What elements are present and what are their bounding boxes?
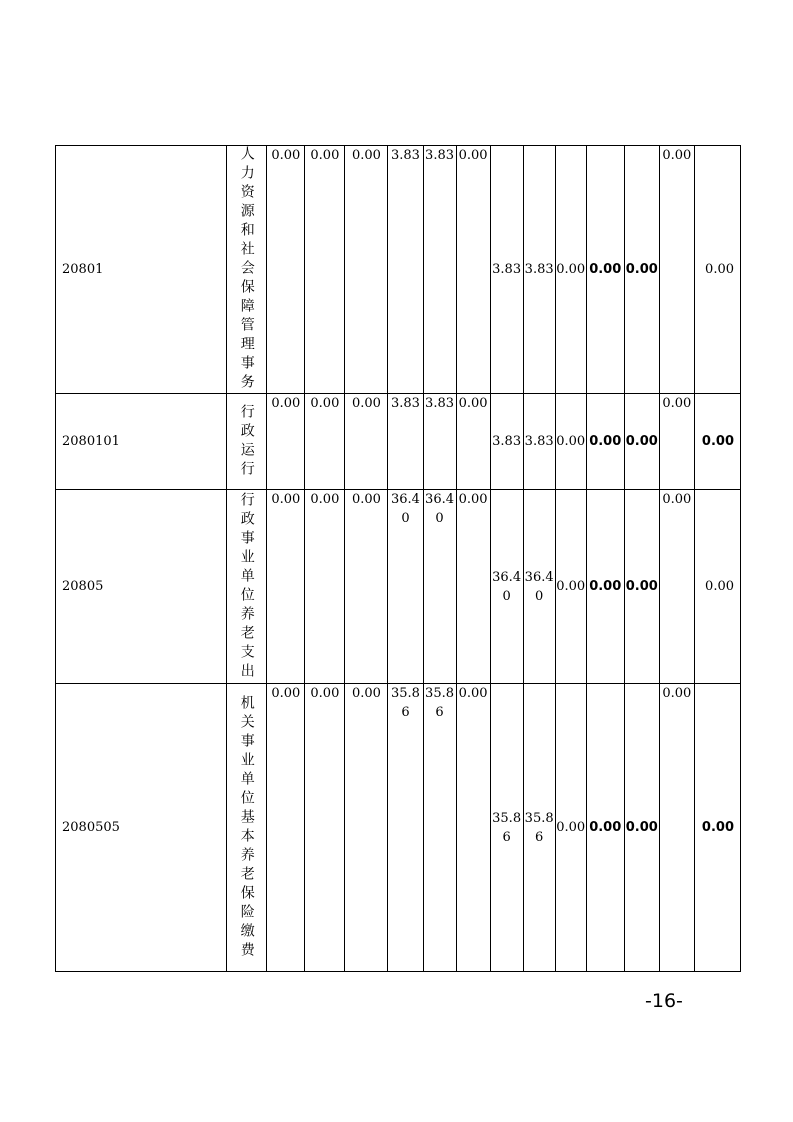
value-cell-c3: 0.00 bbox=[345, 684, 388, 972]
row-code: 2080505 bbox=[56, 684, 227, 972]
value-cell-c12: 0.00 bbox=[659, 490, 694, 684]
row-code: 20805 bbox=[56, 490, 227, 684]
page-number: -16- bbox=[645, 990, 683, 1012]
table-row bbox=[56, 146, 741, 394]
value-cell-c3: 0.00 bbox=[345, 146, 388, 394]
value-cell-c2: 0.00 bbox=[305, 146, 345, 394]
value-cell-c13: 0.00 bbox=[694, 394, 740, 490]
value-cell-c8: 36.40 bbox=[523, 490, 555, 684]
value-cell-c8: 3.83 bbox=[523, 394, 555, 490]
value-cell-c7: 36.40 bbox=[490, 490, 523, 684]
value-cell-c7: 3.83 bbox=[490, 146, 523, 394]
value-cell-c10: 0.00 bbox=[586, 146, 624, 394]
value-cell-c5: 35.86 bbox=[423, 684, 456, 972]
value-cell-c1: 0.00 bbox=[267, 146, 305, 394]
value-cell-c11: 0.00 bbox=[624, 684, 659, 972]
value-cell-c1: 0.00 bbox=[267, 490, 305, 684]
table-row bbox=[56, 394, 741, 490]
value-cell-c11: 0.00 bbox=[624, 146, 659, 394]
value-cell-c13: 0.00 bbox=[694, 490, 740, 684]
value-cell-c2: 0.00 bbox=[305, 490, 345, 684]
row-code: 20801 bbox=[56, 146, 227, 394]
row-name: 人力资源和社会保障管理事务 bbox=[227, 146, 267, 394]
value-cell-c4: 3.83 bbox=[388, 394, 423, 490]
row-name: 机关事业单位基本养老保险缴费 bbox=[227, 684, 267, 972]
value-cell-c4: 36.40 bbox=[388, 490, 423, 684]
value-cell-c1: 0.00 bbox=[267, 684, 305, 972]
value-cell-c8: 35.86 bbox=[523, 684, 555, 972]
value-cell-c13: 0.00 bbox=[694, 146, 740, 394]
value-cell-c7: 3.83 bbox=[490, 394, 523, 490]
value-cell-c6: 0.00 bbox=[456, 394, 490, 490]
value-cell-c13: 0.00 bbox=[694, 684, 740, 972]
row-code: 2080101 bbox=[56, 394, 227, 490]
value-cell-c3: 0.00 bbox=[345, 490, 388, 684]
table-row bbox=[56, 490, 741, 684]
value-cell-c9: 0.00 bbox=[555, 490, 586, 684]
value-cell-c12: 0.00 bbox=[659, 394, 694, 490]
value-cell-c2: 0.00 bbox=[305, 684, 345, 972]
value-cell-c5: 3.83 bbox=[423, 146, 456, 394]
value-cell-c12: 0.00 bbox=[659, 684, 694, 972]
budget-table bbox=[55, 145, 741, 972]
value-cell-c6: 0.00 bbox=[456, 490, 490, 684]
value-cell-c4: 35.86 bbox=[388, 684, 423, 972]
value-cell-c4: 3.83 bbox=[388, 146, 423, 394]
row-name: 行政运行 bbox=[227, 394, 267, 490]
value-cell-c10: 0.00 bbox=[586, 490, 624, 684]
value-cell-c5: 36.40 bbox=[423, 490, 456, 684]
row-name: 行政事业单位养老支出 bbox=[227, 490, 267, 684]
value-cell-c8: 3.83 bbox=[523, 146, 555, 394]
value-cell-c9: 0.00 bbox=[555, 684, 586, 972]
value-cell-c2: 0.00 bbox=[305, 394, 345, 490]
value-cell-c1: 0.00 bbox=[267, 394, 305, 490]
value-cell-c9: 0.00 bbox=[555, 146, 586, 394]
value-cell-c12: 0.00 bbox=[659, 146, 694, 394]
value-cell-c6: 0.00 bbox=[456, 146, 490, 394]
table-row bbox=[56, 684, 741, 972]
value-cell-c10: 0.00 bbox=[586, 684, 624, 972]
value-cell-c7: 35.86 bbox=[490, 684, 523, 972]
value-cell-c11: 0.00 bbox=[624, 394, 659, 490]
value-cell-c3: 0.00 bbox=[345, 394, 388, 490]
value-cell-c9: 0.00 bbox=[555, 394, 586, 490]
value-cell-c11: 0.00 bbox=[624, 490, 659, 684]
value-cell-c10: 0.00 bbox=[586, 394, 624, 490]
value-cell-c5: 3.83 bbox=[423, 394, 456, 490]
value-cell-c6: 0.00 bbox=[456, 684, 490, 972]
